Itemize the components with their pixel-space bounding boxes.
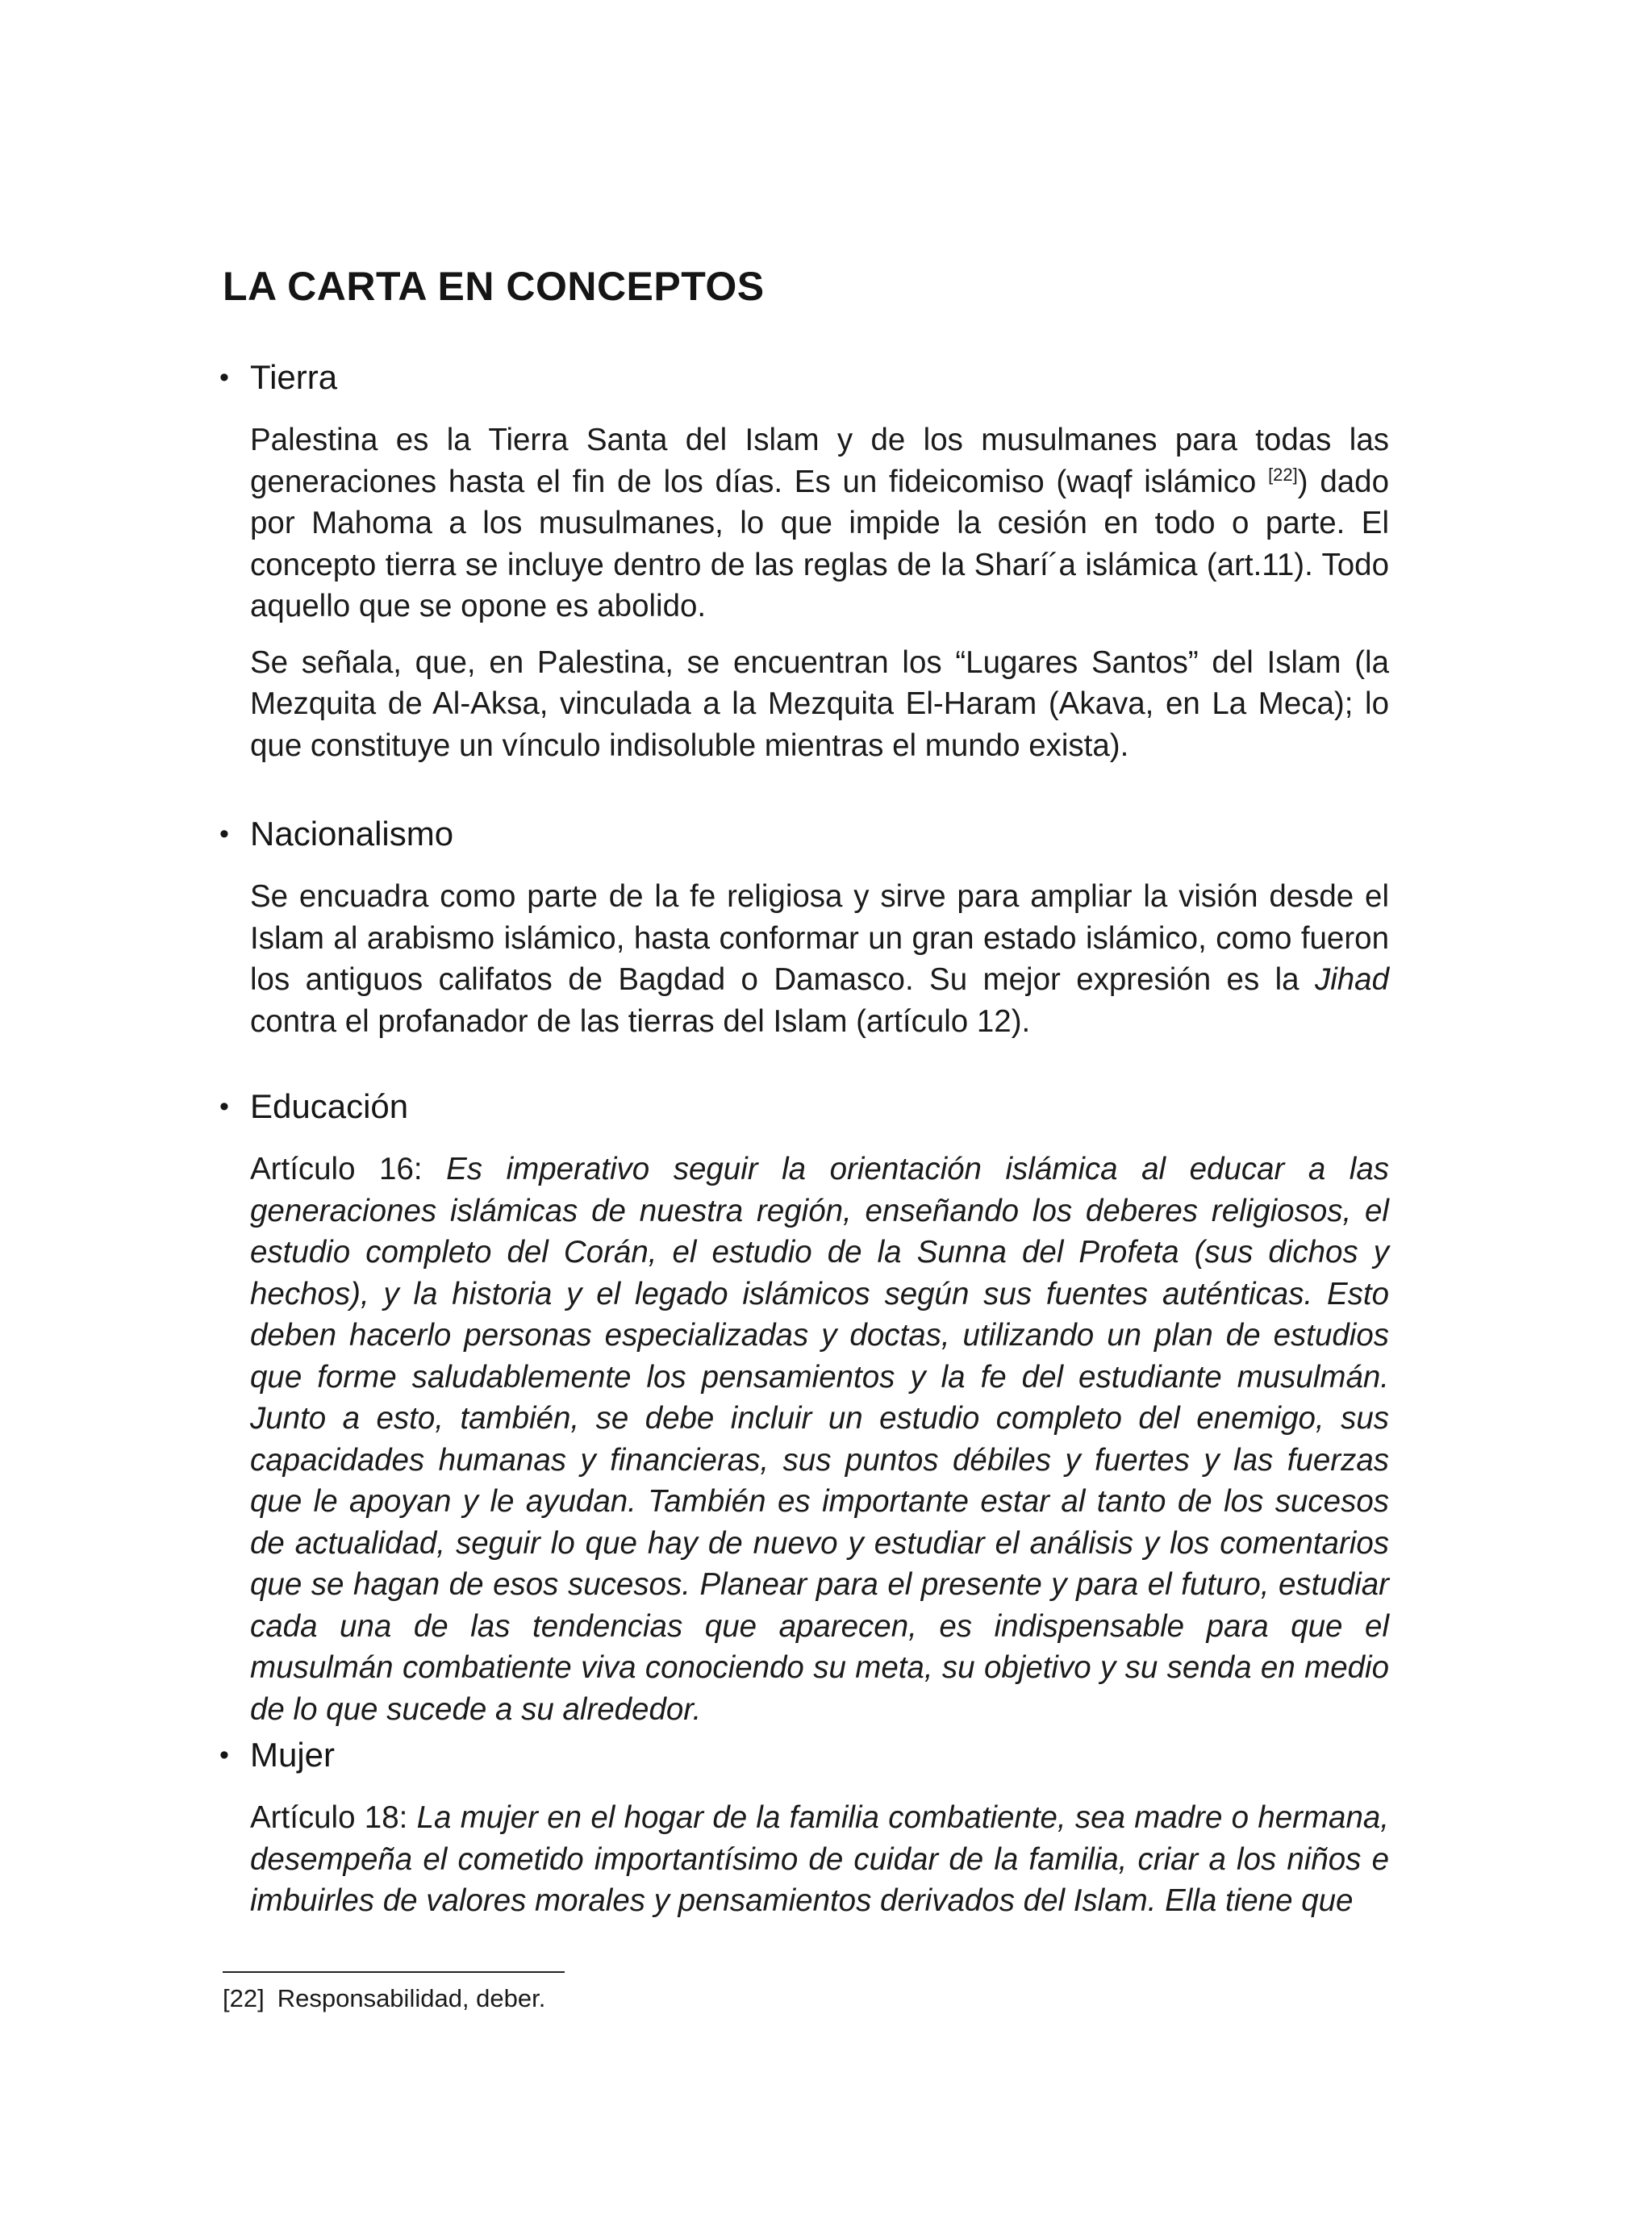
section-heading-text: Nacionalismo [250,815,454,853]
section-nacionalismo [219,813,1389,1057]
paragraph: Se señala, que, en Palestina, se encuentran los “Lugares Santos” del Islam (la Mezquita de Al-Aksa, vinculada a la Mezquita El-Haram (Akava, en La Meca); lo que constituye un vínculo indisoluble mientras el mundo exista). [250,644,1389,763]
section-heading [219,1734,1389,1776]
section-heading [219,357,1389,398]
footnote-reference[interactable]: [22] [1268,464,1298,485]
article-quote: Es imperativo seguir la orientación islámica al educar a las generaciones islámicas de nuestra región, enseñando los deberes religiosos, el estudio completo del Corán, el estudio de la Sunna del Profeta (sus dichos y hechos), y la historia y el legado islámicos según sus fuentes auténticas. Esto deben hacerlo personas especializadas y doctas, utilizando un plan de estudios que forme saludablemente los pensamientos y la fe del estudiante musulmán. Junto a esto, también, se debe incluir un estudio completo del enemigo, sus capacidades humanas y financieras, sus puntos débiles y fuertes y las fuerzas que le apoyan y le ayudan. También es importante estar al tanto de los sucesos de actualidad, seguir lo que hay de nuevo y estudiar el análisis y los comentarios que se hagan de esos sucesos. Planear para el presente y para el futuro, estudiar cada una de las tendencias que aparecen, es indispensable para que el musulmán combatiente viva conociendo su meta, su objetivo y su senda en medio de lo que sucede a su alrededor. [250,1152,1390,1727]
section-tierra [219,357,1389,781]
section-heading [219,813,1389,855]
paragraph [250,876,1389,1042]
article-quote: La mujer en el hogar de la familia combatiente, sea madre o hermana, desempeña el cometido importantísimo de cuidar de la familia, criar a los niños e imbuirles de valores morales y pensamientos derivados del Islam. Ella tiene que [250,1800,1389,1918]
bullet-marker: • [219,362,229,393]
bullet-marker: • [219,819,229,849]
article-reference: Artículo 18: [250,1800,417,1835]
paragraph [250,1797,1389,1922]
emphasis-term: Jihad [1314,962,1389,997]
paragraph [250,419,1389,628]
footnote-divider [223,1971,565,1973]
paragraph-text: ) dado por Mahoma a los musulmanes, lo que impide la cesión en todo o parte. El concepto tierra se incluye dentro de las reglas de la Sharí´a islámica (art.11). Todo aquello que se opone es abolido. [250,464,1389,623]
bullet-marker: • [219,1740,229,1770]
section-mujer [219,1734,1389,1937]
bullet-marker: • [219,1091,229,1122]
paragraph-text: Se encuadra como parte de la fe religiosa y sirve para ampliar la visión desde el Islam al arabismo islámico, hasta conformar un gran estado islámico, como fueron los antiguos califatos de Bagdad o Damasco. Su mejor expresión es la [250,879,1389,997]
section-heading-text: Mujer [250,1736,336,1774]
footnote [223,1983,545,2015]
paragraph-text: Palestina es la Tierra Santa del Islam y de los musulmanes para todas las generaciones hasta el fin de los días. Es un fideicomiso (waqf islámico [250,423,1389,499]
paragraph-text: contra el profanador de las tierras del Islam (artículo 12). [250,1003,1031,1039]
section-educacion [219,1086,1389,1745]
section-heading-text: Educación [250,1087,409,1125]
article-reference: Artículo 16: [250,1152,447,1186]
footnote-text: Responsabilidad, deber. [277,1984,546,2012]
section-heading [219,1086,1389,1128]
paragraph [250,1149,1389,1730]
page-title: LA CARTA EN CONCEPTOS [223,264,765,309]
footnote-mark: [22] [223,1984,265,2012]
section-heading-text: Tierra [250,358,338,396]
